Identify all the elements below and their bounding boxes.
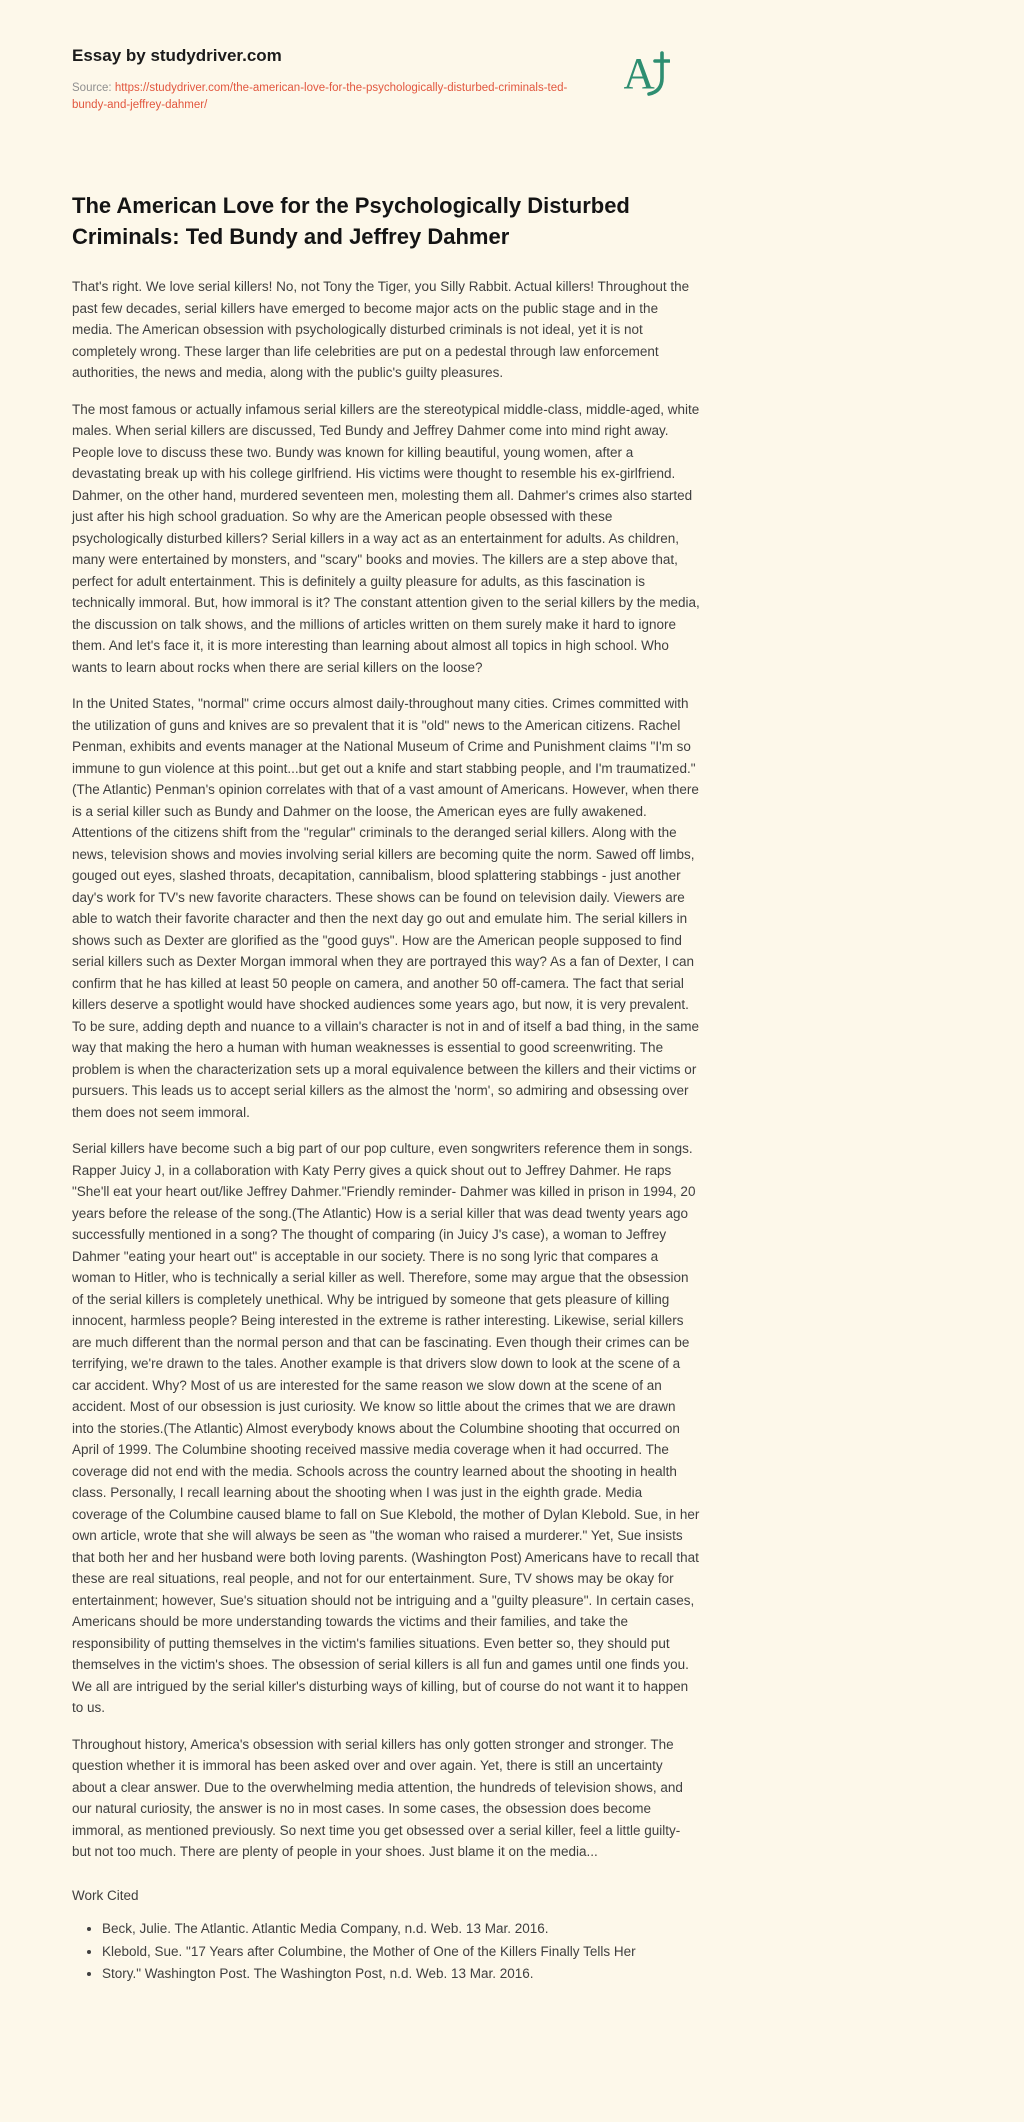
site-title: Essay by studydriver.com: [72, 46, 282, 65]
svg-text:A: A: [624, 49, 655, 98]
source-url-link[interactable]: https://studydriver.com/the-american-love-for-the-psychologically-disturbed-criminals-ted-bundy-and-jeffrey-dahmer/: [72, 82, 568, 111]
citation-list: [72, 1918, 700, 1985]
work-cited-heading: Work Cited: [72, 1887, 139, 1903]
essay-content: [72, 190, 700, 1985]
essay-title: The American Love for the Psychologically Disturbed Criminals: Ted Bundy and Jeffrey Dahmer: [72, 193, 630, 249]
essay-paragraph-2: The most famous or actually infamous serial killers are the stereotypical middle-class, middle-aged, white males. When serial killers are discussed, Ted Bundy and Jeffrey Dahmer come into mind right away. People love to discuss these two. Bundy was known for killing beautiful, young women, after a devastating break up with his college girlfriend. His victims were thought to resemble his ex-girlfriend. Dahmer, on the other hand, murdered seventeen men, molesting them all. Dahmer's crimes also started just after his high school graduation. So why are the American people obsessed with these psychologically disturbed killers? Serial killers in a way act as an entertainment for adults. As children, many were entertained by monsters, and "scary" books and movies. The killers are a step above that, perfect for adult entertainment. This is definitely a guilty pleasure for adults, as this fascination is technically immoral. But, how immoral is it? The constant attention given to the serial killers by the media, the discussion on talk shows, and the millions of articles written on them surely make it hard to ignore them. And let's face it, it is more interesting than learning about almost all topics in high school. Who wants to learn about rocks when there are serial killers on the loose?: [72, 401, 700, 675]
essay-page: [72, 0, 700, 2026]
essay-paragraph-3: In the United States, "normal" crime occurs almost daily-throughout many cities. Crimes committed with the utilization of guns and knives are so prevalent that it is "old" news to the American citizens. Rachel Penman, exhibits and events manager at the National Museum of Crime and Punishment claims "I'm so immune to gun violence at this point...but get out a knife and start stabbing people, and I'm traumatized."(The Atlantic) Penman's opinion correlates with that of a vast amount of Americans. However, when there is a serial killer such as Bundy and Dahmer on the loose, the American eyes are fully awakened. Attentions of the citizens shift from the "regular" criminals to the deranged serial killers. Along with the news, television shows and movies involving serial killers are becoming quite the norm. Sawed off limbs, gouged out eyes, slashed throats, decapitation, cannibalism, blood splattering stabbings - just another day's work for TV's new favorite characters. These shows can be found on television daily. Viewers are able to watch their favorite character and then the next day go out and emulate him. The serial killers in shows such as Dexter are glorified as the "good guys". How are the American people supposed to find serial killers such as Dexter Morgan immoral when they are portrayed this way? As a fan of Dexter, I can confirm that he has killed at least 50 people on camera, and another 50 off-camera. The fact that serial killers deserve a spotlight would have shocked audiences some years ago, but now, it is very prevalent. To be sure, adding depth and nuance to a villain's character is not in and of itself a bad thing, in the same way that making the hero a human with human weaknesses is essential to good screenwriting. The problem is when the characterization sets up a moral equivalence between the killers and their victims or pursuers. This leads us to accept serial killers as the almost the 'norm', so admiring and obsessing over them does not seem immoral.: [72, 696, 699, 1120]
source-line: [72, 80, 594, 114]
essay-paragraph-5: Throughout history, America's obsession with serial killers has only gotten stronger and stronger. The question whether it is immoral has been asked over and over again. Yet, there is still an uncertainty about a clear answer. Due to the overwhelming media attention, the hundreds of television shows, and our natural curiosity, the answer is no in most cases. In some cases, the obsession does become immoral, as mentioned previously. So next time you get obsessed over a serial killer, feel a little guilty- but not too much. There are plenty of people in your shoes. Just blame it on the media...: [72, 1736, 683, 1859]
source-label: Source:: [72, 82, 112, 94]
essay-paragraph-4: Serial killers have become such a big part of our pop culture, even songwriters reference them in songs. Rapper Juicy J, in a collaboration with Katy Perry gives a quick shout out to Jeffrey Dahmer. He raps "She'll eat your heart out/like Jeffrey Dahmer."Friendly reminder- Dahmer was killed in prison in 1994, 20 years before the release of the song.(The Atlantic) How is a serial killer that was dead twenty years ago successfully mentioned in a song? The thought of comparing (in Juicy J's case), a woman to Jeffrey Dahmer "eating your heart out" is acceptable in our society. There is no song lyric that compares a woman to Hitler, who is technically a serial killer as well. Therefore, some may argue that the obsession of the serial killers is completely unethical. Why be intrigued by someone that gets pleasure of killing innocent, harmless people? Being interested in the extreme is rather interesting. Likewise, serial killers are much different than the normal person and that can be fascinating. Even though their crimes can be terrifying, we're drawn to the tales. Another example is that drivers slow down to look at the scene of a car accident. Why? Most of us are interested for the same reason we slow down at the scene of an accident. Most of our obsession is just curiosity. We know so little about the crimes that we are drawn into the stories.(The Atlantic) Almost everybody knows about the Columbine shooting that occurred on April of 1999. The Columbine shooting received massive media coverage when it had occurred. The coverage did not end with the media. Schools across the country learned about the shooting in health class. Personally, I recall learning about the shooting when I was just in the eighth grade. Media coverage of the Columbine caused blame to fall on Sue Klebold, the mother of Dylan Klebold. Sue, in her own article, wrote that she will always be seen as "the woman who raised a murderer." Yet, Sue insists that both her and her husband were both loving parents. (Washington Post) Americans have to recall that these are real situations, real people, and not for our entertainment. Sure, TV shows may be okay for entertainment; however, Sue's situation should not be intriguing and a "guilty pleasure". In certain cases, Americans should be more understanding towards the victims and their families, and take the responsibility of putting themselves in the victim's families situations. Even better so, they should put themselves in the victim's shoes. The obsession of serial killers is all fun and games until one finds you. We all are intrigued by the serial killer's disturbing ways of killing, but of course do not want it to happen to us.: [72, 1141, 700, 1715]
citation-item: • Story." Washington Post. The Washington Post, n.d. Web. 13 Mar. 2016.: [102, 1963, 700, 1985]
citation-item: • Beck, Julie. The Atlantic. Atlantic Media Company, n.d. Web. 13 Mar. 2016.: [102, 1918, 700, 1940]
studydriver-logo-icon: [624, 48, 670, 104]
essay-paragraph-1: That's right. We love serial killers! No, not Tony the Tiger, you Silly Rabbit. Actual killers! Throughout the past few decades, serial killers have emerged to become major acts on the public stage and in the media. The American obsession with psychologically disturbed criminals is not ideal, yet it is not completely wrong. These larger than life celebrities are put on a pedestal through law enforcement authorities, the news and media, along with the public's guilty pleasures.: [72, 279, 690, 380]
citation-item: • Klebold, Sue. "17 Years after Columbine, the Mother of One of the Killers Finally Tells Her: [102, 1941, 700, 1963]
page-header: [72, 46, 700, 114]
